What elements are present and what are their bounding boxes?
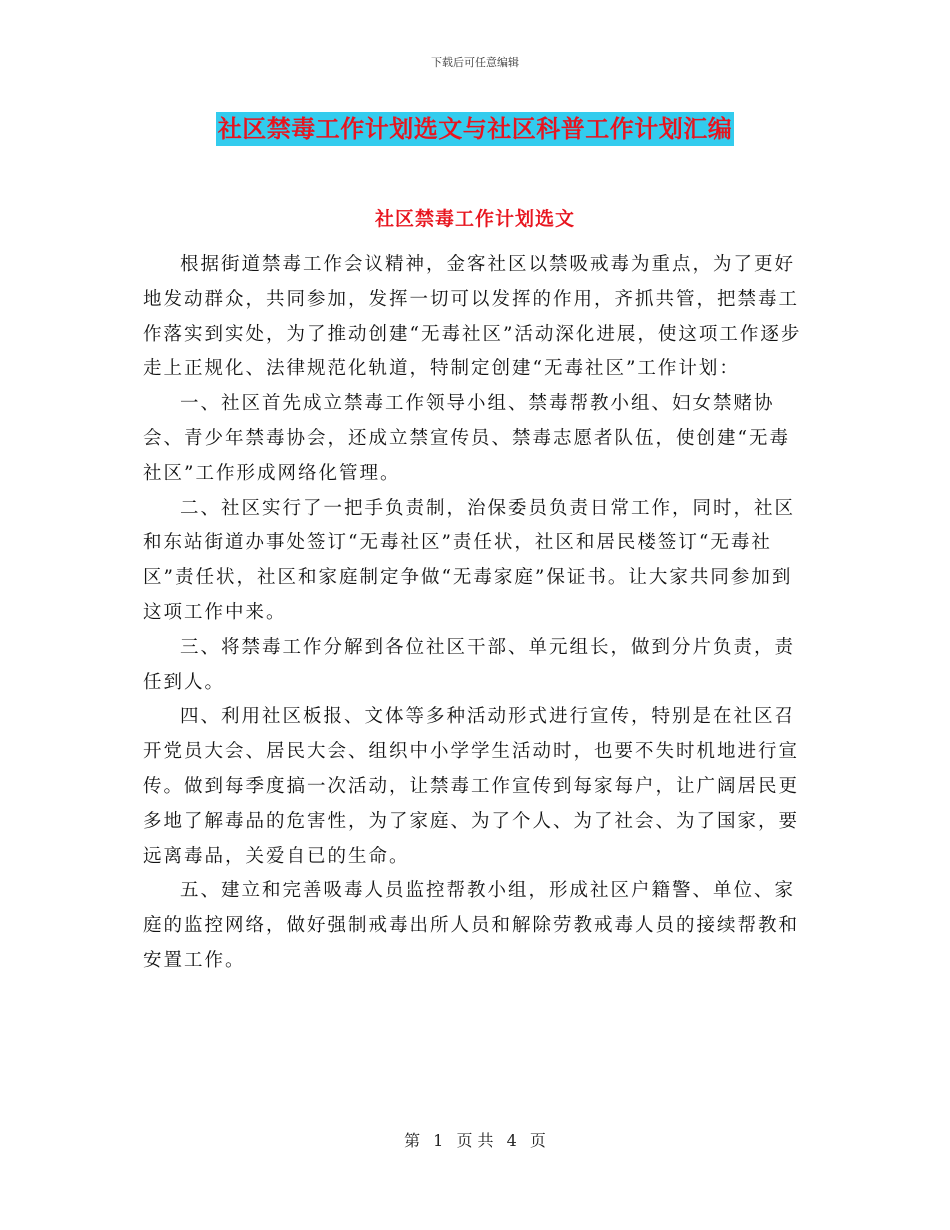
paragraph-item-3: 三、将禁毒工作分解到各位社区干部、单元组长，做到分片负责，责任到人。: [143, 636, 796, 693]
footer-total-pages: 4: [506, 1131, 517, 1150]
paragraph-intro: 根据街道禁毒工作会议精神，金客社区以禁吸戒毒为重点，为了更好地发动群众，共同参加，发挥一切可以发挥的作用，齐抓共管，把禁毒工作落实到实处，为了推动创建“无毒社区”活动深化进展，使这项工作逐步走上正规化、法律规范化轨道，特制定创建“无毒社区”工作计划：: [143, 254, 802, 380]
document-title-container: [0, 112, 950, 146]
document-title: 社区禁毒工作计划选文与社区科普工作计划汇编: [216, 112, 735, 146]
document-body: [143, 248, 808, 979]
footer-suffix: 页: [529, 1131, 546, 1150]
header-note: 下载后可任意编辑: [431, 56, 519, 69]
footer-prefix: 第: [404, 1131, 421, 1150]
paragraph-item-4: 四、利用社区板报、文体等多种活动形式进行宣传，特别是在社区召开党员大会、居民大会、组织中小学学生活动时，也要不失时机地进行宣传。做到每季度搞一次活动，让禁毒工作宣传到每家每户，让广阔居民更多地了解毒品的危害性，为了家庭、为了个人、为了社会、为了国家，要远离毒品，关爱自已的生命。: [143, 706, 800, 867]
footer-middle: 页 共: [456, 1131, 494, 1150]
section-title: 社区禁毒工作计划选文: [374, 208, 575, 230]
paragraph-item-5: 五、建立和完善吸毒人员监控帮教小组，形成社区户籍警、单位、家庭的监控网络，做好强制戒毒出所人员和解除劳教戒毒人员的接续帮教和安置工作。: [143, 880, 800, 971]
page-footer: [0, 1128, 950, 1151]
footer-page-number: 1: [433, 1131, 444, 1150]
paragraph-item-1: 一、社区首先成立禁毒工作领导小组、禁毒帮教小组、妇女禁赌协会、青少年禁毒协会，还成立禁宣传员、禁毒志愿者队伍，使创建“无毒社区”工作形成网络化管理。: [143, 393, 790, 484]
paragraph-item-2: 二、社区实行了一把手负责制，治保委员负责日常工作，同时，社区和东站街道办事处签订“无毒社区”责任状，社区和居民楼签订“无毒社区”责任状，社区和家庭制定争做“无毒家庭”保证书。让大家共同参加到这项工作中来。: [143, 497, 796, 623]
